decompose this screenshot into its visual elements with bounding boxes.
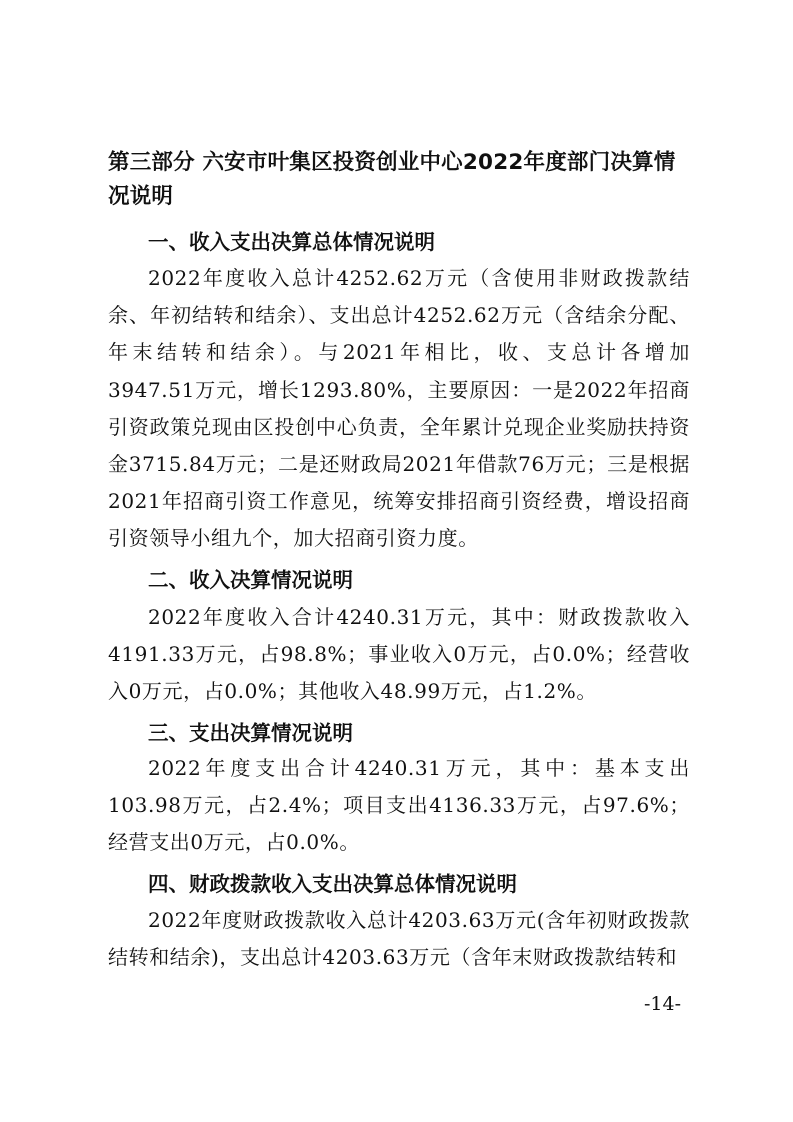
section-paragraph-overview: 2022年度收入总计4252.62万元（含使用非财政拨款结余、年初结转和结余）、支出总计4252.62万元（含结余分配、年末结转和结余）。与2021年相比，收、支总计各增加3947.51万元，增长1293.80%，主要原因：一是2022年招商引资政策兑现由区投创中心负责，全年累计兑现企业奖励扶持资金3715.84万元；二是还财政局2021年借款76万元；三是根据2021年招商引资工作意见，统筹安排招商引资经费，增设招商引资领导小组九个，加大招商引资力度。 — [108, 266, 690, 551]
section-paragraph-fiscal-appropriation: 2022年度财政拨款收入总计4203.63万元(含年初财政拨款结转和结余)，支出总计4203.63万元（含年末财政拨款结转和 — [108, 908, 690, 970]
section-heading-fiscal-appropriation: 四、财政拨款收入支出决算总体情况说明 — [148, 872, 517, 896]
section-paragraph-income: 2022年度收入合计4240.31万元，其中：财政拨款收入4191.33万元，占98.8%；事业收入0万元，占0.0%；经营收入0万元，占0.0%；其他收入48.99万元，占1.2%。 — [108, 605, 690, 704]
document-title: 第三部分 六安市叶集区投资创业中心2022年度部门决算情况说明 — [108, 150, 676, 209]
section-heading-income: 二、收入决算情况说明 — [148, 568, 353, 592]
section-heading-expenditure: 三、支出决算情况说明 — [148, 721, 353, 745]
page-number: -14- — [644, 993, 682, 1015]
section-paragraph-expenditure: 2022年度支出合计4240.31万元，其中：基本支出103.98万元，占2.4%；项目支出4136.33万元，占97.6%；经营支出0万元，占0.0%。 — [108, 756, 690, 855]
section-heading-overview: 一、收入支出决算总体情况说明 — [148, 230, 435, 254]
